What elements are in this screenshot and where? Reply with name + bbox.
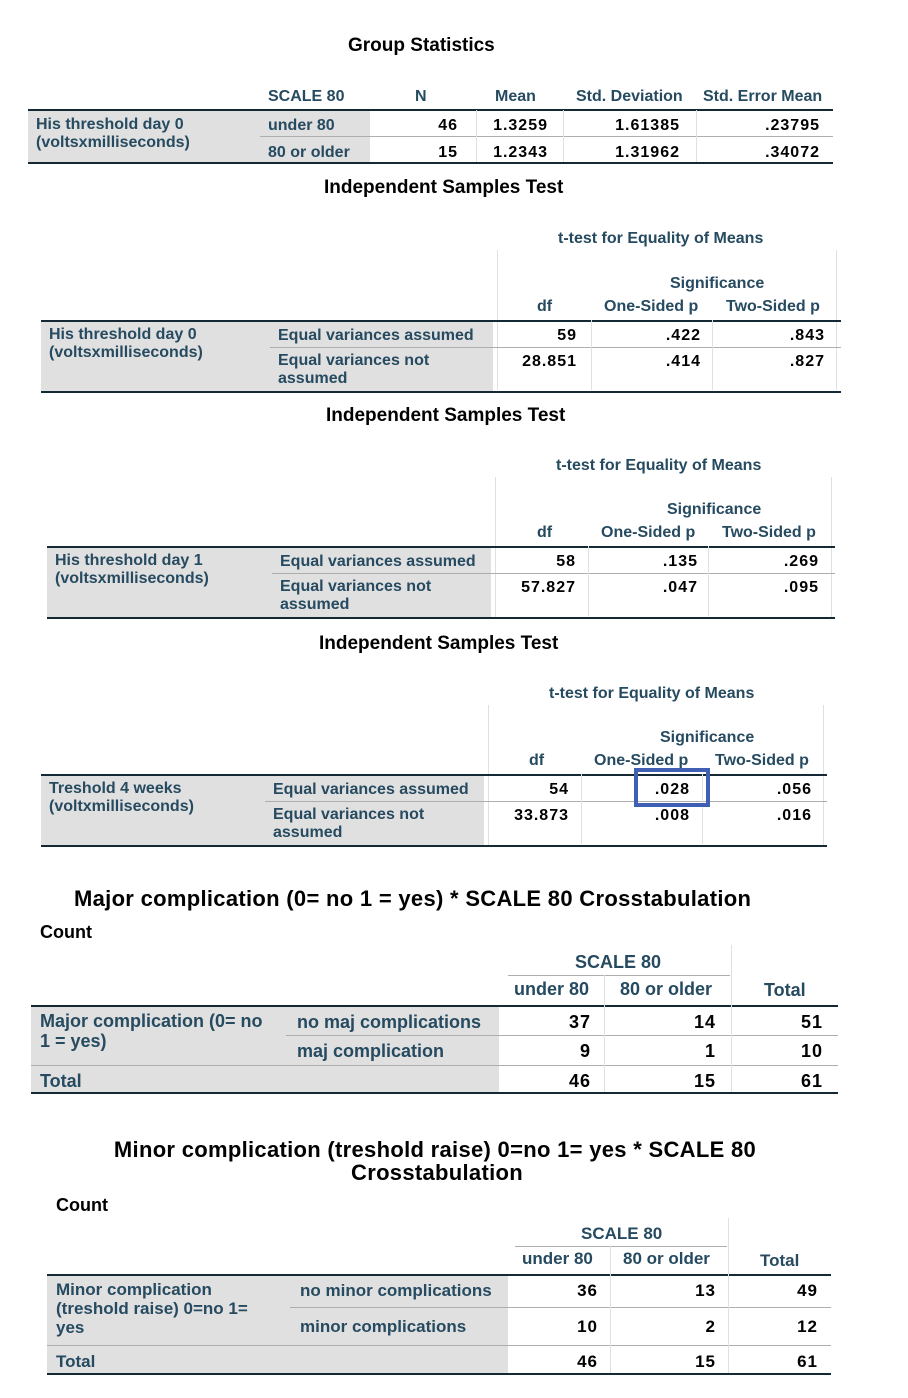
sem-value: .23795 bbox=[765, 117, 820, 134]
header-divider bbox=[41, 320, 841, 322]
count-value: 1 bbox=[704, 1041, 716, 1061]
df-value: 57.827 bbox=[521, 579, 576, 596]
table-bottom-border bbox=[41, 391, 841, 393]
test-title: Independent Samples Test bbox=[326, 405, 566, 426]
one-sided-header: One-Sided p bbox=[601, 524, 696, 541]
ttest-header: t-test for Equality of Means bbox=[558, 230, 764, 247]
crosstab-title-line1: Minor complication (treshold raise) 0=no 1= yes * SCALE 80 bbox=[113, 1137, 757, 1162]
crosstab-title: Major complication (0= no 1 = yes) * SCALE 80 Crosstabulation bbox=[74, 886, 752, 911]
count-value: 51 bbox=[800, 1012, 823, 1032]
col-divider bbox=[591, 320, 592, 390]
col-divider bbox=[604, 975, 605, 1005]
count-value: 36 bbox=[577, 1281, 598, 1300]
row-label-line1: His threshold day 1 bbox=[55, 552, 203, 569]
table-bottom-border bbox=[47, 1373, 831, 1375]
table-bottom-border bbox=[41, 845, 827, 847]
equal-variances-not-assumed: Equal variances not assumed bbox=[280, 578, 432, 613]
group-80-or-older: 80 or older bbox=[268, 144, 350, 161]
col-under-80: under 80 bbox=[514, 979, 590, 999]
two-sided-value: .095 bbox=[783, 579, 819, 596]
col-80-or-older: 80 or older bbox=[623, 1249, 710, 1268]
count-value: 13 bbox=[695, 1281, 716, 1300]
group-under-80: under 80 bbox=[268, 117, 335, 134]
two-sided-value: .016 bbox=[776, 807, 812, 824]
col-divider bbox=[696, 110, 697, 162]
header-divider bbox=[47, 546, 835, 548]
total-row-label: Total bbox=[56, 1352, 96, 1371]
count-value: 14 bbox=[693, 1012, 716, 1032]
col-divider bbox=[610, 1274, 611, 1373]
ttest-header: t-test for Equality of Means bbox=[549, 685, 755, 702]
sem-value: .34072 bbox=[765, 144, 820, 161]
row-label-line1: Minor complication bbox=[56, 1280, 212, 1299]
one-sided-value: .028 bbox=[654, 781, 690, 798]
one-sided-value: .135 bbox=[662, 553, 698, 570]
one-sided-value: .414 bbox=[665, 353, 701, 370]
col-divider bbox=[604, 1005, 605, 1092]
equal-variances-assumed: Equal variances assumed bbox=[273, 781, 469, 798]
row-divider bbox=[31, 1065, 838, 1066]
col-divider bbox=[708, 546, 709, 616]
one-sided-header: One-Sided p bbox=[594, 752, 689, 769]
row-label-line1: His threshold day 0 bbox=[49, 326, 197, 343]
col-divider bbox=[731, 945, 732, 1005]
df-value: 54 bbox=[549, 781, 569, 798]
row-divider bbox=[260, 136, 833, 137]
equal-variances-not-assumed: Equal variances not assumed bbox=[278, 352, 430, 387]
equal-variances-assumed: Equal variances assumed bbox=[278, 327, 474, 344]
equal-variances-assumed: Equal variances assumed bbox=[280, 553, 476, 570]
row-divider bbox=[272, 573, 835, 574]
n-value: 46 bbox=[438, 117, 458, 134]
df-value: 59 bbox=[557, 327, 577, 344]
df-header: df bbox=[537, 298, 553, 315]
n-value: 15 bbox=[438, 144, 458, 161]
mean-value: 1.2343 bbox=[493, 144, 548, 161]
two-sided-header: Two-Sided p bbox=[726, 298, 820, 315]
count-value: 12 bbox=[797, 1317, 818, 1336]
row-label-line1: Treshold 4 weeks bbox=[49, 780, 182, 797]
row-divider bbox=[47, 1345, 831, 1346]
significance-header: Significance bbox=[660, 729, 755, 746]
two-sided-header: Two-Sided p bbox=[715, 752, 809, 769]
count-value: 2 bbox=[705, 1317, 716, 1336]
col-total: Total bbox=[764, 980, 806, 1000]
row-label-line3: yes bbox=[56, 1318, 85, 1337]
row-label: His threshold day 0 (voltsxmilliseconds) bbox=[36, 116, 190, 151]
row-divider bbox=[290, 1307, 831, 1308]
count-value: 15 bbox=[695, 1352, 716, 1371]
header-divider bbox=[508, 975, 730, 976]
ttest-header: t-test for Equality of Means bbox=[556, 457, 762, 474]
header-divider bbox=[28, 109, 833, 111]
count-value: 37 bbox=[568, 1012, 591, 1032]
header-mean: Mean bbox=[495, 88, 536, 105]
row-label-line2: (voltsxmilliseconds) bbox=[55, 570, 209, 587]
significance-header: Significance bbox=[670, 275, 765, 292]
col-80-or-older: 80 or older bbox=[620, 979, 713, 999]
header-border bbox=[31, 1005, 838, 1007]
row-label-line2: (voltxmilliseconds) bbox=[49, 798, 194, 815]
row-label-line2: (voltsxmilliseconds) bbox=[49, 344, 203, 361]
row-label-line2: 1 = yes) bbox=[40, 1031, 107, 1051]
row-divider bbox=[286, 1035, 838, 1036]
two-sided-value: .056 bbox=[776, 781, 812, 798]
col-divider bbox=[731, 1005, 732, 1092]
one-sided-value: .008 bbox=[654, 807, 690, 824]
col-divider bbox=[728, 1274, 729, 1373]
scale80-header: SCALE 80 bbox=[575, 952, 662, 972]
df-value: 28.851 bbox=[522, 353, 577, 370]
col-divider bbox=[563, 110, 564, 162]
count-value: 10 bbox=[800, 1041, 823, 1061]
col-divider bbox=[476, 110, 477, 162]
col-divider bbox=[712, 320, 713, 390]
no-maj-complications-label: no maj complications bbox=[297, 1012, 482, 1032]
count-value: 46 bbox=[568, 1071, 591, 1091]
row-divider bbox=[265, 801, 827, 802]
equal-variances-not-assumed: Equal variances not assumed bbox=[273, 806, 425, 841]
count-label: Count bbox=[56, 1195, 108, 1215]
two-sided-value: .843 bbox=[789, 327, 825, 344]
col-divider bbox=[728, 1218, 729, 1274]
df-header: df bbox=[529, 752, 545, 769]
sd-value: 1.61385 bbox=[615, 117, 680, 134]
table-bottom-border bbox=[47, 617, 835, 619]
count-value: 9 bbox=[579, 1041, 591, 1061]
df-header: df bbox=[537, 524, 553, 541]
col-divider bbox=[588, 546, 589, 616]
two-sided-value: .269 bbox=[783, 553, 819, 570]
scale80-header: SCALE 80 bbox=[581, 1224, 663, 1243]
row-label-line2: (treshold raise) 0=no 1= bbox=[56, 1299, 248, 1318]
one-sided-value: .422 bbox=[665, 327, 701, 344]
two-sided-value: .827 bbox=[789, 353, 825, 370]
col-under-80: under 80 bbox=[522, 1249, 593, 1268]
test-title: Independent Samples Test bbox=[324, 177, 564, 198]
table-bottom-border bbox=[31, 1092, 838, 1094]
two-sided-header: Two-Sided p bbox=[722, 524, 816, 541]
mean-value: 1.3259 bbox=[493, 117, 548, 134]
one-sided-value: .047 bbox=[662, 579, 698, 596]
test-title: Independent Samples Test bbox=[319, 633, 559, 654]
no-minor-complications-label: no minor complications bbox=[300, 1281, 492, 1300]
count-value: 15 bbox=[693, 1071, 716, 1091]
col-divider bbox=[610, 1246, 611, 1274]
significance-header: Significance bbox=[667, 501, 762, 518]
count-value: 61 bbox=[800, 1071, 823, 1091]
count-value: 61 bbox=[797, 1352, 818, 1371]
maj-complication-label: maj complication bbox=[297, 1041, 445, 1061]
count-value: 49 bbox=[797, 1281, 818, 1300]
crosstab-title-line2: Crosstabulation bbox=[351, 1160, 523, 1185]
df-value: 58 bbox=[556, 553, 576, 570]
minor-complications-label: minor complications bbox=[300, 1317, 467, 1336]
header-scale80: SCALE 80 bbox=[268, 88, 345, 105]
header-n: N bbox=[415, 88, 427, 105]
header-std-deviation: Std. Deviation bbox=[576, 88, 683, 105]
count-label: Count bbox=[40, 922, 92, 942]
highlight-box bbox=[634, 768, 710, 807]
table-bottom-border bbox=[28, 162, 833, 164]
count-value: 46 bbox=[577, 1352, 598, 1371]
col-divider bbox=[581, 774, 582, 844]
header-border bbox=[47, 1274, 831, 1276]
col-total: Total bbox=[760, 1251, 800, 1270]
sd-value: 1.31962 bbox=[615, 144, 680, 161]
group-statistics-title: Group Statistics bbox=[348, 35, 495, 56]
total-row-label: Total bbox=[40, 1071, 82, 1091]
header-divider bbox=[515, 1246, 727, 1247]
header-std-error-mean: Std. Error Mean bbox=[703, 88, 823, 105]
row-label-line1: Major complication (0= no bbox=[40, 1011, 263, 1031]
df-value: 33.873 bbox=[514, 807, 569, 824]
one-sided-header: One-Sided p bbox=[604, 298, 699, 315]
count-value: 10 bbox=[577, 1317, 598, 1336]
row-divider bbox=[270, 347, 841, 348]
